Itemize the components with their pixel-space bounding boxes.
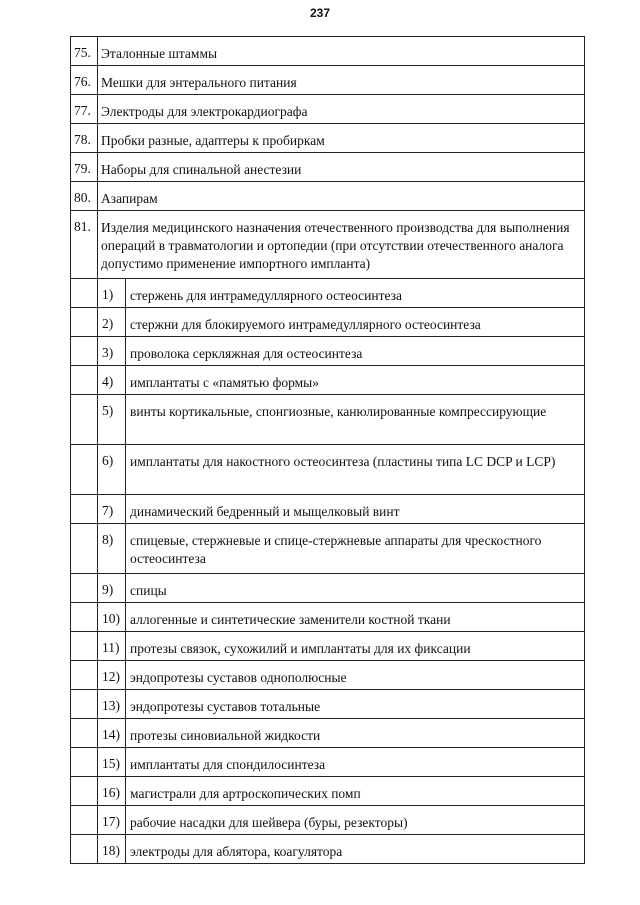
empty-cell bbox=[71, 806, 98, 835]
empty-cell bbox=[71, 719, 98, 748]
empty-cell bbox=[71, 690, 98, 719]
empty-cell bbox=[71, 308, 98, 337]
empty-cell bbox=[71, 835, 98, 864]
empty-cell bbox=[71, 445, 98, 495]
subitem-number: 17) bbox=[98, 806, 126, 835]
subitem-text: стержни для блокируемого интрамедуллярного остеосинтеза bbox=[126, 308, 585, 337]
item-number: 81. bbox=[71, 211, 98, 279]
subitem-text: магистрали для артроскопических помп bbox=[126, 777, 585, 806]
subitem-row bbox=[71, 308, 585, 337]
item-number: 79. bbox=[71, 153, 98, 182]
empty-cell bbox=[71, 777, 98, 806]
subitem-row bbox=[71, 337, 585, 366]
subitem-row bbox=[71, 395, 585, 445]
subitem-row bbox=[71, 524, 585, 574]
table-row bbox=[71, 66, 585, 95]
table-row bbox=[71, 153, 585, 182]
empty-cell bbox=[71, 337, 98, 366]
subitem-row bbox=[71, 806, 585, 835]
subitem-text: эндопротезы суставов однополюсные bbox=[126, 661, 585, 690]
empty-cell bbox=[71, 632, 98, 661]
subitem-row bbox=[71, 366, 585, 395]
subitem-number: 5) bbox=[98, 395, 126, 445]
subitem-row bbox=[71, 690, 585, 719]
table-row bbox=[71, 95, 585, 124]
subitem-number: 7) bbox=[98, 495, 126, 524]
empty-cell bbox=[71, 574, 98, 603]
subitem-text: рабочие насадки для шейвера (буры, резекторы) bbox=[126, 806, 585, 835]
subitem-row bbox=[71, 835, 585, 864]
subitem-number: 1) bbox=[98, 279, 126, 308]
empty-cell bbox=[71, 661, 98, 690]
item-text: Наборы для спинальной анестезии bbox=[98, 153, 585, 182]
item-number: 75. bbox=[71, 37, 98, 66]
subitem-number: 3) bbox=[98, 337, 126, 366]
subitem-text: имплантаты с «памятью формы» bbox=[126, 366, 585, 395]
empty-cell bbox=[71, 603, 98, 632]
subitem-row bbox=[71, 574, 585, 603]
subitem-row bbox=[71, 661, 585, 690]
subitem-text: электроды для аблятора, коагулятора bbox=[126, 835, 585, 864]
subitem-row bbox=[71, 719, 585, 748]
subitem-text: аллогенные и синтетические заменители костной ткани bbox=[126, 603, 585, 632]
empty-cell bbox=[71, 495, 98, 524]
subitem-text: стержень для интрамедуллярного остеосинтеза bbox=[126, 279, 585, 308]
subitem-text: спицевые, стержневые и спице-стержневые аппараты для чрескостного остеосинтеза bbox=[126, 524, 585, 574]
item-number: 80. bbox=[71, 182, 98, 211]
subitem-text: спицы bbox=[126, 574, 585, 603]
subitem-text: эндопротезы суставов тотальные bbox=[126, 690, 585, 719]
subitem-number: 6) bbox=[98, 445, 126, 495]
subitem-number: 16) bbox=[98, 777, 126, 806]
subitem-number: 9) bbox=[98, 574, 126, 603]
subitem-number: 14) bbox=[98, 719, 126, 748]
item-number: 78. bbox=[71, 124, 98, 153]
empty-cell bbox=[71, 748, 98, 777]
subitem-number: 12) bbox=[98, 661, 126, 690]
table-row bbox=[71, 124, 585, 153]
subitem-number: 8) bbox=[98, 524, 126, 574]
subitem-number: 4) bbox=[98, 366, 126, 395]
subitem-number: 11) bbox=[98, 632, 126, 661]
subitem-number: 13) bbox=[98, 690, 126, 719]
empty-cell bbox=[71, 279, 98, 308]
item-text: Эталонные штаммы bbox=[98, 37, 585, 66]
item-text: Пробки разные, адаптеры к пробиркам bbox=[98, 124, 585, 153]
item-text: Мешки для энтерального питания bbox=[98, 66, 585, 95]
subitem-number: 15) bbox=[98, 748, 126, 777]
subitem-text: имплантаты для накостного остеосинтеза (пластины типа LC DCP и LCP) bbox=[126, 445, 585, 495]
item-number: 77. bbox=[71, 95, 98, 124]
item-text: Изделия медицинского назначения отечественного производства для выполнения операций в травматологии и ортопедии (при отсутствии отечественного аналога допустимо применение импортного импланта) bbox=[98, 211, 585, 279]
table-row bbox=[71, 37, 585, 66]
empty-cell bbox=[71, 366, 98, 395]
item-text: Азапирам bbox=[98, 182, 585, 211]
subitem-row bbox=[71, 777, 585, 806]
subitem-text: протезы связок, сухожилий и имплантаты для их фиксации bbox=[126, 632, 585, 661]
subitem-row bbox=[71, 279, 585, 308]
subitem-row bbox=[71, 632, 585, 661]
subitem-text: винты кортикальные, спонгиозные, канюлированные компрессирующие bbox=[126, 395, 585, 445]
empty-cell bbox=[71, 524, 98, 574]
subitem-row bbox=[71, 445, 585, 495]
subitem-number: 10) bbox=[98, 603, 126, 632]
subitem-number: 2) bbox=[98, 308, 126, 337]
subitem-row bbox=[71, 495, 585, 524]
table-row bbox=[71, 211, 585, 279]
item-number: 76. bbox=[71, 66, 98, 95]
subitem-row bbox=[71, 748, 585, 777]
page-number: 237 bbox=[309, 6, 331, 20]
table-row bbox=[71, 182, 585, 211]
subitem-number: 18) bbox=[98, 835, 126, 864]
subitem-text: имплантаты для спондилосинтеза bbox=[126, 748, 585, 777]
subitem-text: проволока серкляжная для остеосинтеза bbox=[126, 337, 585, 366]
subitem-text: протезы синовиальной жидкости bbox=[126, 719, 585, 748]
item-text: Электроды для электрокардиографа bbox=[98, 95, 585, 124]
empty-cell bbox=[71, 395, 98, 445]
subitem-row bbox=[71, 603, 585, 632]
document-table bbox=[70, 36, 585, 864]
subitem-text: динамический бедренный и мыщелковый винт bbox=[126, 495, 585, 524]
